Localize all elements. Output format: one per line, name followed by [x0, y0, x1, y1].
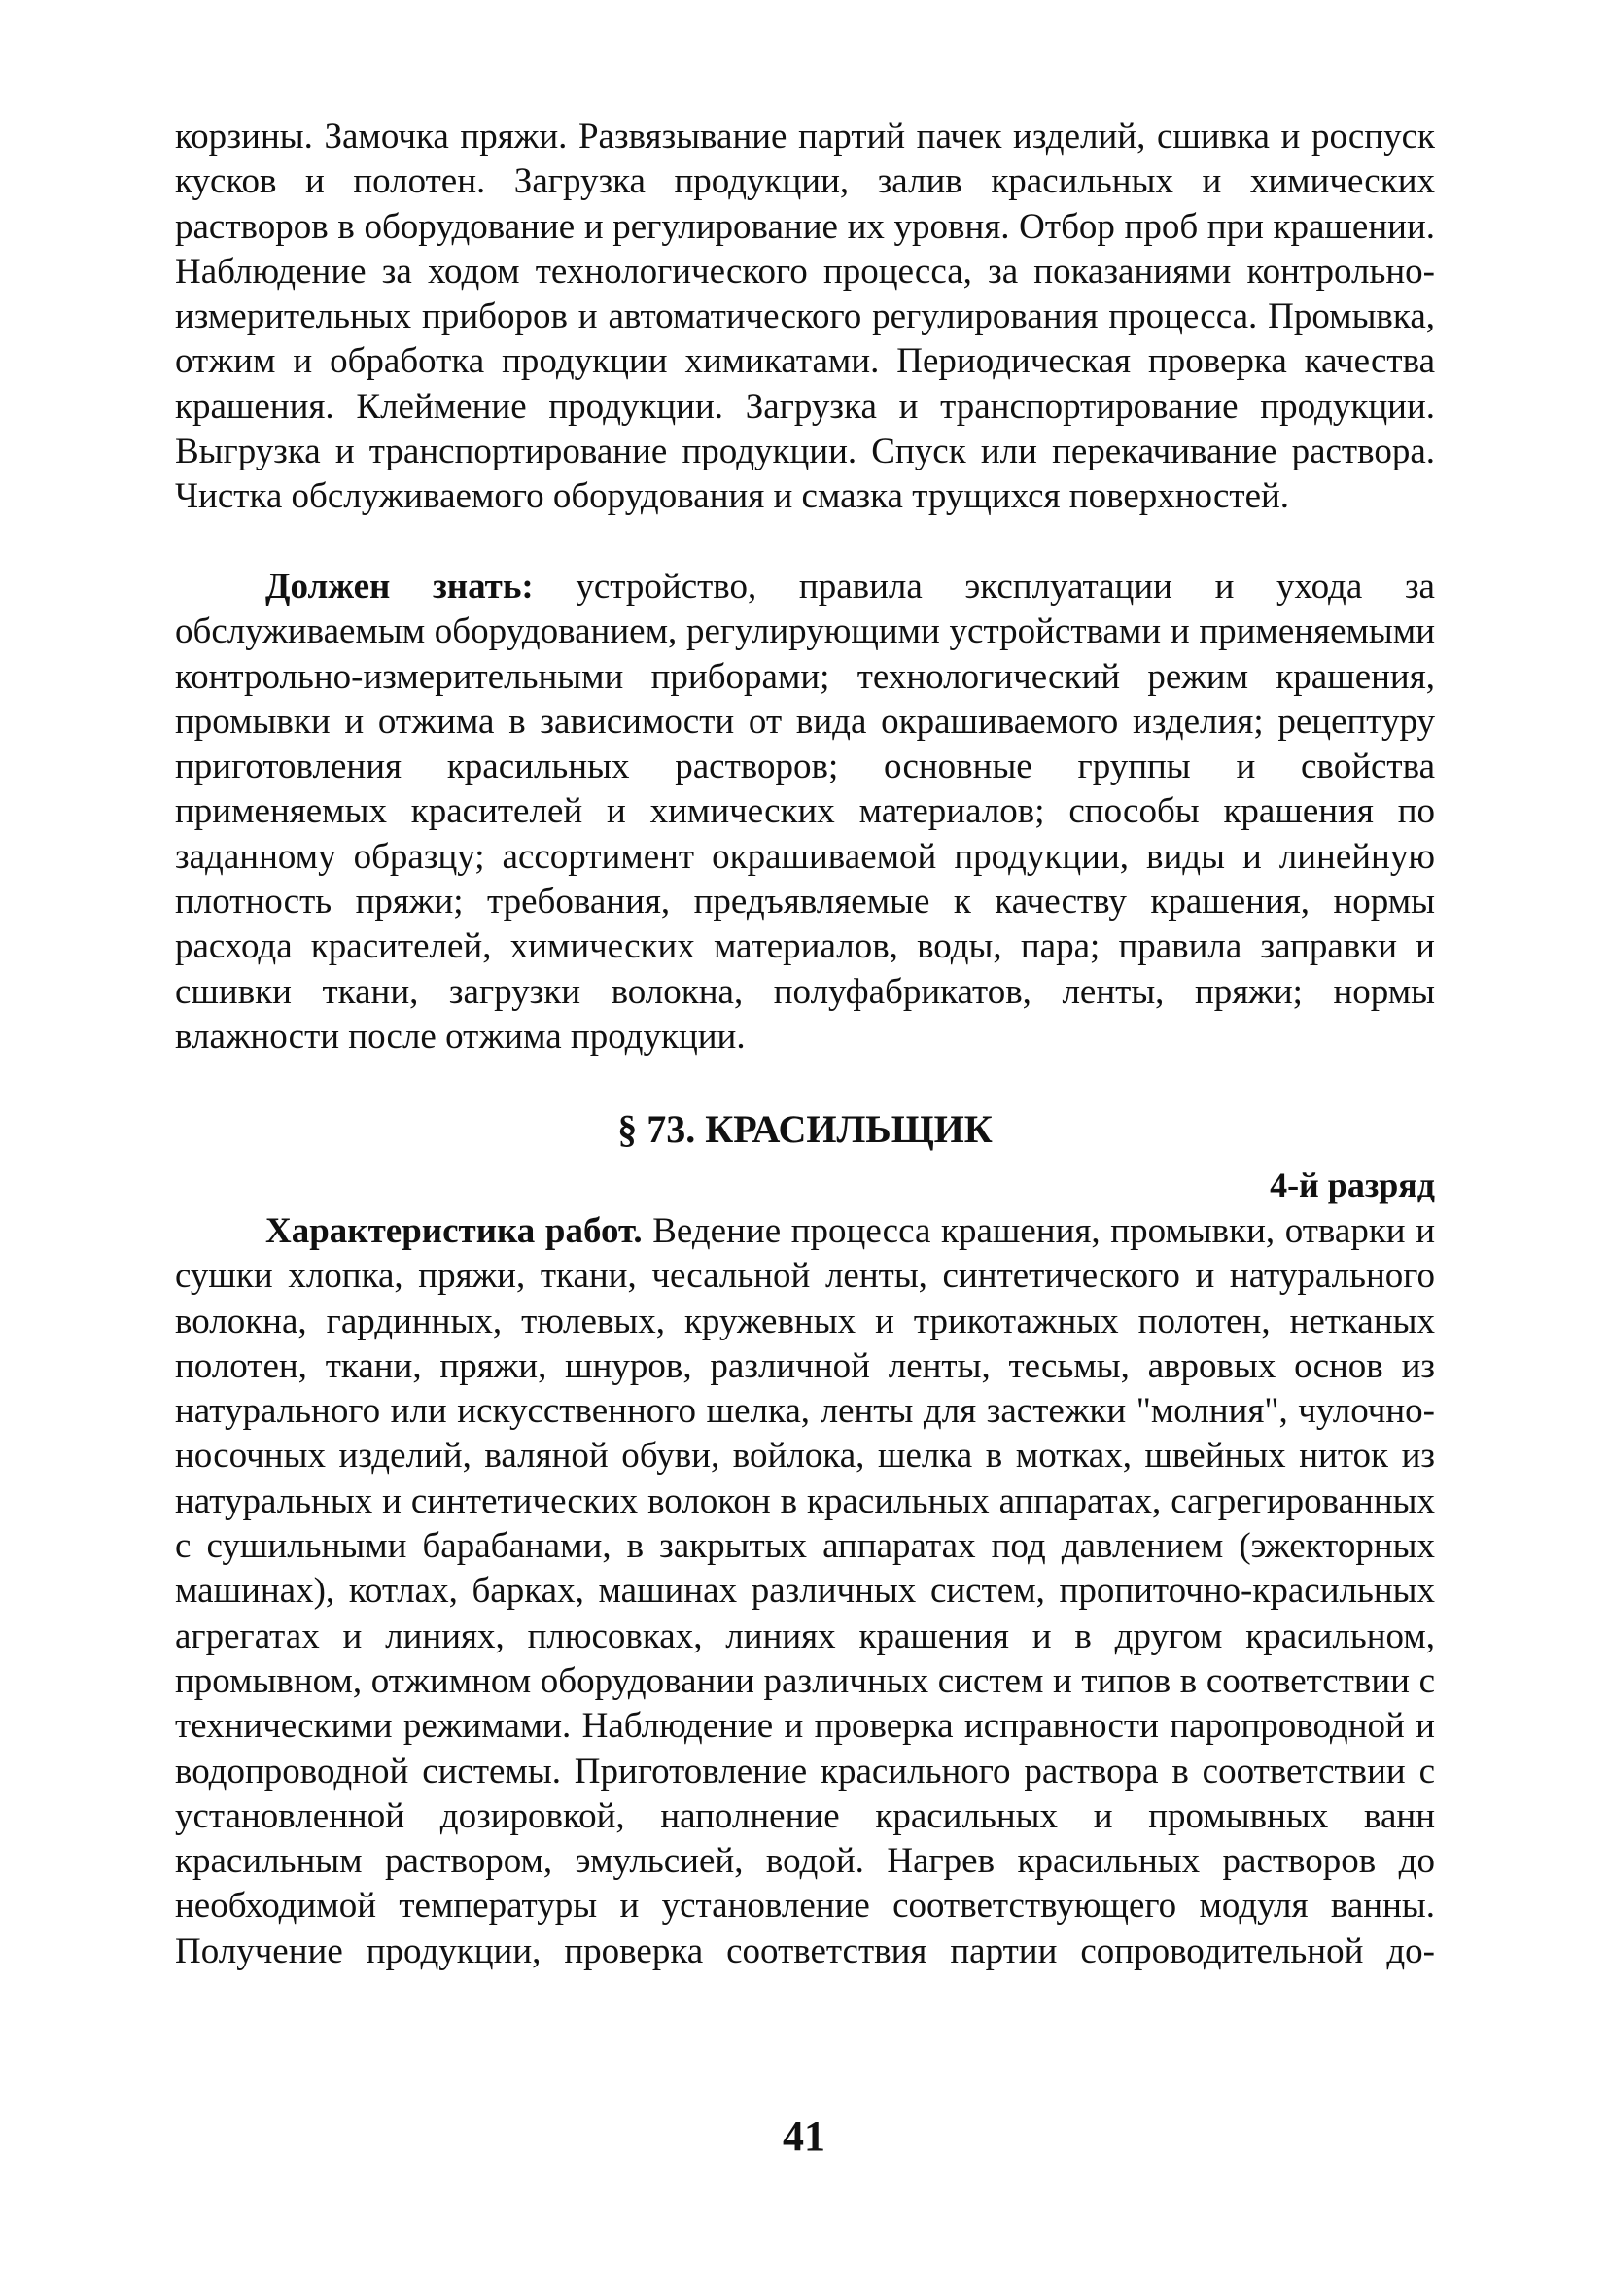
grade-label: 4-й разряд	[1270, 1165, 1435, 1204]
characteristics-paragraph	[175, 1209, 1435, 1974]
must-know-lead: Должен знать:	[265, 567, 534, 607]
characteristics-text: Ведение процесса крашения, промывки, отварки и сушки хлопка, пряжи, ткани, чесальной ленты, синтетического и натурального волокна, гардинных, тюлевых, кружевных и трикотажных полотен, нетканых полотен, ткани, пряжи, шнуров, различной ленты, тесьмы, авровых основ из натурального или искусственного шелка, ленты для застежки "молния", чулочно-носочных изделий, валяной обуви, войлока, шелка в мотках, швейных ниток из натуральных и синтетических волокон в красильных аппаратах, сагрегированных с сушильными барабанами, в закрытых аппаратах под давлением (эжекторных машинах), котлах, барках, машинах различных систем, пропиточно-красильных агрегатах и линиях, плюсовках, линиях крашения и в другом красильном, промывном, отжимном оборудовании различных систем и типов в соответствии с техническими режимами. Наблюдение и проверка исправности паропроводной и водопроводной системы. Приготовление красильного раствора в соответствии с установленной дозировкой, наполнение красильных и промывных ванн красильным раствором, эмульсией, водой. Нагрев красильных растворов до необходимой температуры и установление соответствующего модуля ванны. Получение продукции, проверка соответствия партии сопроводительной до-	[175, 1211, 1436, 1971]
top-paragraph: корзины. Замочка пряжи. Развязывание партий пачек изделий, сшивка и роспуск кусков и полотен. Загрузка продукции, залив красильных и химических растворов в оборудование и регулирование их уровня. Отбор проб при крашении. Наблюдение за ходом технологического процесса, за показаниями контрольно-измерительных приборов и автоматического регулирования процесса. Промывка, отжим и обработка продукции химикатами. Периодическая проверка качества крашения. Клеймение продукции. Загрузка и транспортирование продукции. Выгрузка и транспортирование продукции. Спуск или перекачивание раствора. Чистка обслуживаемого оборудования и смазка трущихся поверхностей.	[175, 117, 1435, 517]
section-heading: § 73. КРАСИЛЬЩИК	[617, 1107, 993, 1151]
must-know-text: устройство, правила эксплуатации и ухода за обслуживаемым оборудованием, регулирующими устройствами и применяемыми контрольно-измерительными приборами; технологический режим крашения, промывки и отжима в зависимости от вида окрашиваемого изделия; рецептуру приготовления красильных растворов; основные группы и свойства применяемых красителей и химических материалов; способы крашения по заданному образцу; ассортимент окрашиваемой продукции, виды и линейную плотность пряжи; требования, предъявляемые к качеству крашения, нормы расхода красителей, химических материалов, воды, пара; правила заправки и сшивки ткани, загрузки волокна, полуфабрикатов, ленты, пряжи; нормы влажности после отжима продукции.	[175, 567, 1435, 1057]
characteristics-lead: Характеристика работ.	[265, 1211, 643, 1251]
must-know-paragraph	[175, 565, 1435, 1060]
page-number: 41	[783, 2112, 825, 2160]
